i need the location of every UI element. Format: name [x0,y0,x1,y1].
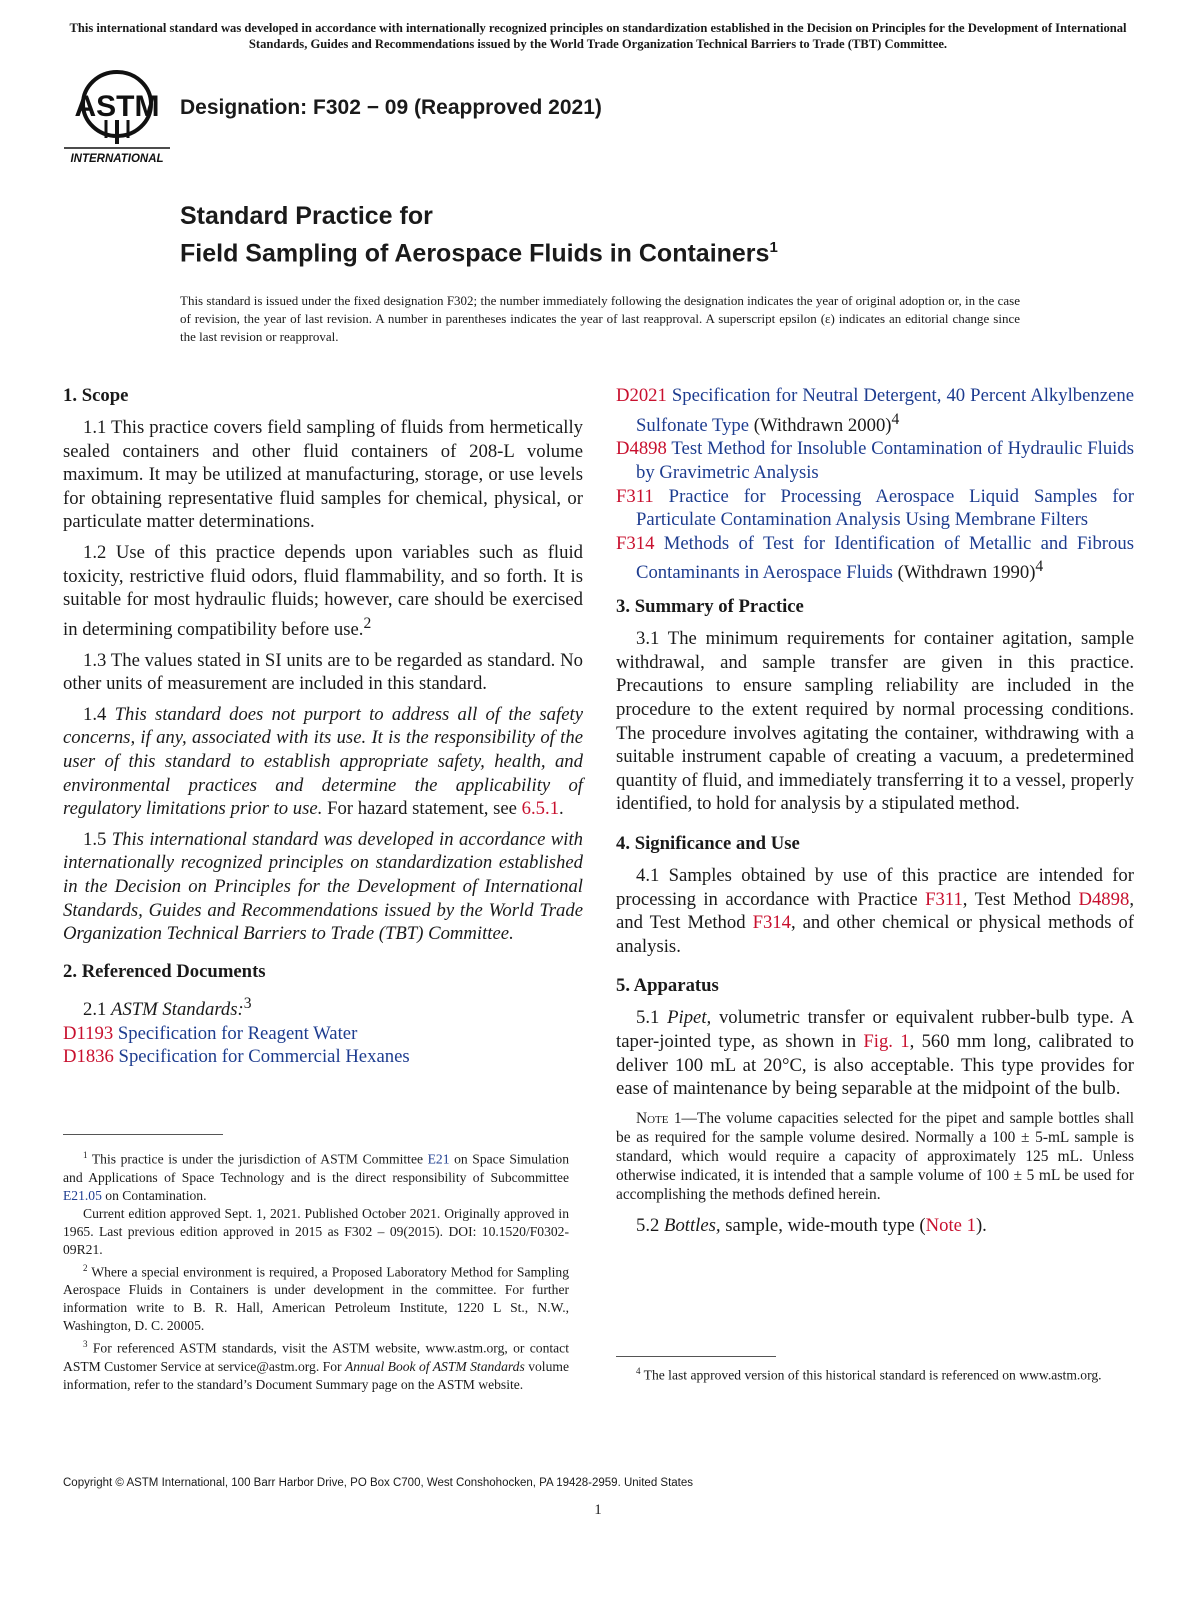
footnote-text: on Space Simulation and Applications of Space Technology and is the direct responsibility of Subcommittee [63,1151,569,1185]
footnote-text: For referenced ASTM standards, visit the ASTM website, www.astm.org, or contact ASTM Customer Service at service@astm.org. For [63,1340,569,1374]
paragraph-text: , Test Method [962,888,1079,910]
footnote-text: Where a special environment is required, a Proposed Laboratory Method for Sampling Aerospace Fluids in Containers is under development in the committee. For further information write to B. R. Hall, American Petroleum Institute, 1220 L St., N.W., Washington, D. C. 20005. [63,1264,569,1334]
term-pipet: Pipet, [667,1007,712,1029]
reference-code[interactable]: D4898 [616,438,667,460]
punct: . [559,798,564,820]
link-f314[interactable]: F314 [752,912,791,934]
reference-title[interactable]: Specification for Commercial Hexanes [118,1046,410,1068]
section-link-6-5-1[interactable]: 6.5.1 [521,798,560,820]
note-link-note-1[interactable]: Note 1 [925,1214,976,1236]
paragraph-text: 4.1 Samples obtained by use of this practice are intended for processing in accordance with Practice [616,864,1134,910]
footnotes-left [63,1146,569,1394]
paragraph-1-4 [63,703,583,821]
reference-code[interactable]: D2021 [616,385,667,406]
paragraph-5-1 [616,1006,1134,1100]
page-number: 1 [594,1502,602,1518]
paragraph-text: volumetric transfer or equivalent rubber-bulb type. A taper-jointed type, as shown in [616,1007,1135,1052]
paragraph-text: ). [975,1214,987,1236]
footnote-ref: 3 [243,994,252,1012]
paragraph-3-1: 3.1 The minimum requirements for container agitation, sample withdrawal, and sample transfer are given in this practice. Precautions to ensure sampling reliability are included in the procedure to the extent required by normal processing conditions. The procedure involves agitating the container, withdrawing with a suitable instrument capable of creating a vacuum, a predetermined quantity of fluid, and immediately transferring it to a vessel, properly identified, to hold for analysis by a stipulated method. [616,628,1134,815]
link-d4898[interactable]: D4898 [1078,888,1130,910]
paragraph-1-2 [63,541,583,642]
footnote-italic: Annual Book of ASTM Standards [344,1358,525,1374]
section-heading-apparatus: 5. Apparatus [616,975,719,997]
issuance-statement: This standard is issued under the fixed designation F302; the number immediately following the designation indicates the year of original adoption or, in the case of revision, the year of last revision. A number in parentheses indicates the year of last reapproval. A superscript epsilon (ε) indicates an editorial change since the last revision or reapproval. [180,293,1020,345]
section-heading-referenced-documents: 2. Referenced Documents [63,960,266,982]
footnote-ref: 2 [363,614,372,632]
paragraph-number: 5.2 [636,1214,665,1236]
committee-link-e21[interactable]: E21 [427,1151,450,1167]
paragraph-text: , and other chemical or physical methods of analysis. [616,912,1134,957]
reference-d2021[interactable] [616,384,1134,437]
reference-title[interactable]: Test Method for Insoluble Contamination of Hydraulic Fluids by Gravimetric Analysis [636,438,1134,484]
title-footnote-mark: 1 [769,239,778,256]
reference-code[interactable]: D1193 [63,1022,114,1044]
paragraph-text: , 560 mm long, calibrated to deliver 100 mL at 20°C, is also acceptable. This type provides for ease of maintenance by being separable at the midpoint of the bulb. [616,1030,1134,1100]
footnote-text: This practice is under the jurisdiction of ASTM Committee [87,1151,428,1167]
withdrawn-note: (Withdrawn 2000) [749,414,892,436]
footnote-4 [616,1362,1134,1385]
footnote-rule [63,1134,223,1135]
footnote-3 [63,1335,569,1394]
footnote-text: on Contamination. [101,1187,207,1203]
footnote-1-edition: Current edition approved Sept. 1, 2021. Published October 2021. Originally approved in 1965. Last previous edition approved in 2015 as F302 – 09(2015). DOI: 10.1520/F0302-09R21. [63,1205,569,1257]
section-heading-summary: 3. Summary of Practice [616,596,804,618]
paragraph-4-1 [616,864,1134,958]
tbt-notice: This international standard was developed in accordance with internationally recognized principles on standardization established in the Decision on Principles for the Development of International Standards, Guides and Recommendations issued by the World Trade Organization Technical Barriers to Trade (TBT) Committee. [69,21,1127,51]
reference-d1836[interactable] [63,1045,583,1069]
reference-code[interactable]: F311 [616,485,654,507]
note-label: Note 1 [636,1109,682,1127]
footnote-2 [63,1259,569,1336]
paragraph-1-2-text: 1.2 Use of this practice depends upon variables such as fluid toxicity, restrictive fluid odors, fluid flammability, and so forth. It is suitable for most hydraulic fluids; however, care should be exercised in determining compatibility before use. [63,541,583,640]
reference-title[interactable]: Methods of Test for Identification of Metallic and Fibrous Contaminants in Aerospace Fluids [636,532,1134,584]
astm-standards-text: ASTM Standards: [111,998,244,1020]
astm-logo [64,70,170,166]
paragraph-text: sample, wide-mouth type ( [720,1214,926,1236]
hazard-text: For hazard statement, see [322,798,522,820]
designation: Designation: F302 − 09 (Reapproved 2021) [180,96,602,119]
left-column [63,384,583,1069]
right-column [616,384,1134,1244]
paragraph-5-2 [616,1214,1134,1238]
term-bottles: Bottles, [664,1214,721,1236]
footnote-ref: 4 [1035,558,1044,576]
document-title [180,200,1080,269]
astm-logo-text: ASTM [74,90,160,123]
safety-caveat: This standard does not purport to address all of the safety concerns, if any, associated with its use. It is the responsibility of the user of this standard to establish appropriate safety, health, and environmental practices and determine the applicability of regulatory limitations prior to use. [63,703,583,820]
footnote-number: 3 [83,1339,88,1350]
paragraph-text: , and Test Method [616,888,1134,934]
subcommittee-link-e21-05[interactable]: E21.05 [63,1187,102,1203]
reference-code[interactable]: D1836 [63,1046,114,1068]
reference-f311[interactable] [616,485,1134,532]
reference-d4898[interactable] [616,437,1134,484]
withdrawn-note: (Withdrawn 1990) [892,562,1036,584]
footnote-text: volume information, refer to the standard’s Document Summary page on the ASTM website. [63,1358,569,1392]
footnote-text: The last approved version of this historical standard is referenced on www.astm.org. [640,1367,1102,1383]
astm-logo-subtext: INTERNATIONAL [70,153,164,165]
astm-standards-label [63,992,583,1022]
paragraph-number: 1.5 [83,828,112,850]
note-1 [616,1109,1134,1204]
tbt-statement: This international standard was developed in accordance with internationally recognized principles on standardization established in the Decision on Principles for the Development of International Standards, Guides and Recommendations issued by the World Trade Organization Technical Barriers to Trade (TBT) Committee. [63,828,583,945]
reference-title[interactable]: Practice for Processing Aerospace Liquid Samples for Particulate Contamination Analysis Using Membrane Filters [636,485,1134,531]
section-heading-scope: 1. Scope [63,385,129,406]
footnote-number: 1 [83,1150,88,1160]
title-line-1: Standard Practice for [180,202,433,230]
paragraph-number: 1.4 [83,703,115,725]
footnote-1 [63,1146,569,1205]
header [64,70,1134,170]
copyright-notice: Copyright © ASTM International, 100 Barr Harbor Drive, PO Box C700, West Conshohocken, PA 19428-2959. United States [63,1477,694,1489]
reference-title[interactable]: Specification for Reagent Water [117,1022,358,1044]
footnote-rule [616,1356,776,1357]
paragraph-1-5 [63,828,583,946]
note-text: —The volume capacities selected for the pipet and sample bottles shall be as required for the sample volume desired. Normally a 100 ± 5-mL sample is standard, which would require a capacity of approximately 125 mL. Unless otherwise indicated, it is intended that a sample volume of 100 ± 5 mL be used for accomplishing the methods defined herein. [616,1109,1134,1203]
paragraph-1-3: 1.3 The values stated in SI units are to be regarded as standard. No other units of measurement are included in this standard. [63,649,583,695]
title-text: Field Sampling of Aerospace Fluids in Containers [180,239,770,268]
reference-title[interactable]: Specification for Neutral Detergent, 40 Percent Alkylbenzene Sulfonate Type [636,385,1134,436]
section-heading-significance: 4. Significance and Use [616,832,800,854]
paragraph-1-1: 1.1 This practice covers field sampling of fluids from hermetically sealed containers and other fluid containers of 208-L volume maximum. It may be utilized at manufacturing, storage, or use levels for obtaining representative fluid samples for chemical, physical, or particulate matter determinations. [63,417,583,533]
paragraph-number: 2.1 [83,998,112,1020]
title-line-2 [180,232,1080,269]
reference-f314[interactable] [616,532,1134,585]
reference-code[interactable]: F314 [616,532,655,554]
reference-d1193[interactable] [63,1022,583,1046]
footnote-number: 4 [636,1366,641,1376]
footnote-ref: 4 [891,410,900,428]
paragraph-number: 5.1 [636,1007,668,1029]
footnotes-right [616,1362,1134,1385]
link-f311[interactable]: F311 [925,888,963,910]
footnote-number: 2 [83,1262,88,1273]
figure-link-fig-1[interactable]: Fig. 1 [863,1030,910,1052]
